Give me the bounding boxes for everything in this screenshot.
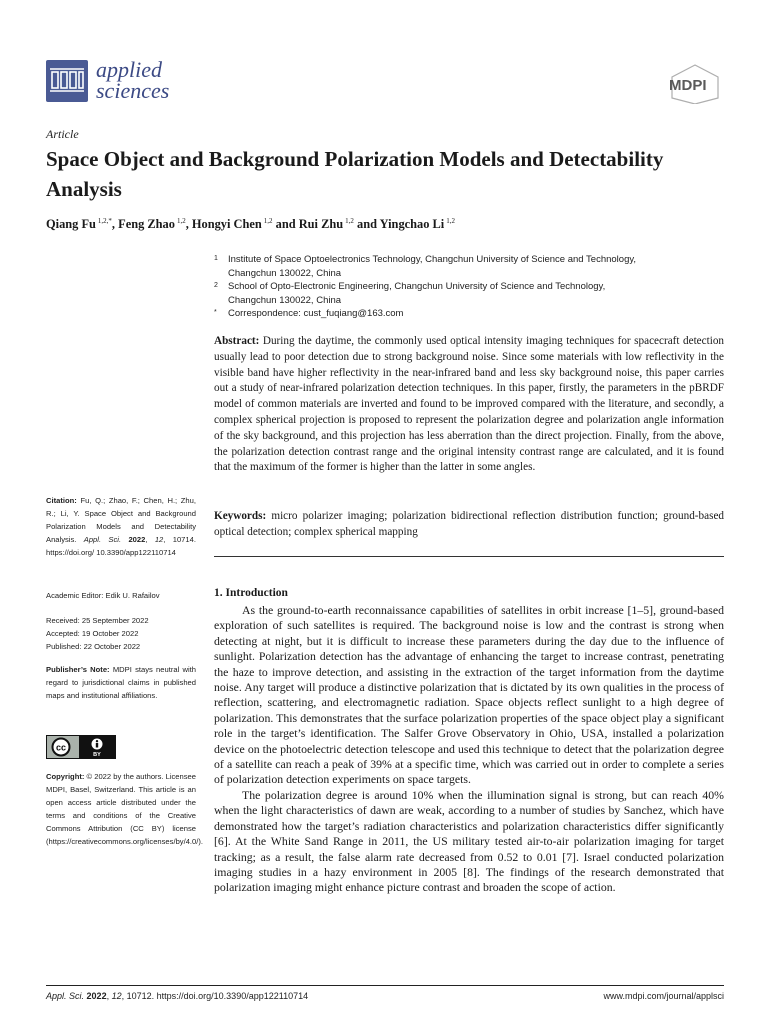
journal-logo-icon: [46, 60, 88, 102]
author-name[interactable]: Feng Zhao: [118, 217, 175, 232]
citation-year: 2022: [128, 535, 146, 544]
footer-journal: Appl. Sci.: [46, 991, 85, 1001]
author-separator: and: [272, 217, 299, 232]
keywords-text: micro polarizer imaging; polarization bidirectional reflection distribution function; ground-based optical detection; complex spherical mapping: [214, 510, 725, 538]
publisher-note: [46, 663, 196, 702]
author-separator: ,: [111, 217, 119, 232]
affiliation-line: Correspondence: cust_fuqiang@163.com: [228, 308, 404, 319]
received-date: Received: 25 September 2022: [46, 616, 149, 625]
cc-icon: cc: [55, 742, 67, 753]
mdpi-logo: [668, 64, 722, 104]
citation-journal: Appl. Sci.: [83, 535, 122, 544]
footer-divider: [46, 985, 724, 986]
citation-doi-link[interactable]: , 10714. https://doi.org/ 10.3390/app122110714: [46, 535, 196, 557]
publisher-name: MDPI: [669, 77, 707, 94]
published-date: Published: 22 October 2022: [46, 642, 141, 651]
author-affiliation-mark: 1,2: [176, 217, 186, 225]
author-name[interactable]: Hongyi Chen: [191, 217, 262, 232]
affiliation-mark: 1: [214, 255, 218, 262]
by-icon: BY: [93, 752, 101, 758]
abstract: [214, 334, 724, 476]
author-name[interactable]: Rui Zhu: [298, 217, 344, 232]
affiliation-item: [214, 307, 724, 321]
footer-journal-url[interactable]: www.mdpi.com/journal/applsci: [603, 991, 724, 1001]
footer-volume: 12: [111, 991, 122, 1001]
journal-header: [46, 58, 724, 110]
affiliation-item: [214, 253, 724, 280]
author-affiliation-mark: 1,2: [345, 217, 354, 225]
keywords: [214, 509, 724, 541]
author-affiliation-mark: 1,2,*: [97, 217, 112, 225]
author-list: [46, 217, 726, 232]
abstract-text: During the daytime, the commonly used optical intensity imaging techniques for spacecraft detection usually lead to poor detection due to strong background noise. Since some materials with low reflectivity in the visible band have higher reflectivity in the near-infrared band and less sky background noise, this paper carries out a study of near-infrared polarization detection techniques. In this paper, firstly, the parameters in the pBRDF model of common materials are inverted and found to be improved compared with the literature, and secondly, a complex spherical projection is proposed to represent the polarization degree and polarization angle information of the sky background, and this projection has less aberration than the direct projection. Finally, from the above, the polarization detection contrast range and the original intensity contrast range are calculated, and it is found that the maximum of the former is higher than the latter in some angles.: [214, 335, 725, 474]
affiliation-line: School of Opto-Electronic Engineering, Changchun University of Science and Technology,: [228, 281, 606, 292]
copyright-text: © 2022 by the authors. Licensee MDPI, Basel, Switzerland. This article is an open access article distributed under the terms and conditions of the Creative Commons Attribution (CC BY) license (https://creativecommons.org/licenses/by/4.0/).: [46, 772, 203, 846]
publisher-note-label: Publisher’s Note:: [46, 665, 110, 674]
article-type: Article: [46, 127, 79, 141]
academic-editor: [46, 589, 196, 602]
keywords-label: Keywords:: [214, 510, 267, 522]
journal-name-line1: applied: [96, 57, 162, 82]
cc-by-license-badge[interactable]: [46, 735, 116, 759]
author-separator: ,: [185, 217, 192, 232]
section-heading: 1. Introduction: [214, 587, 288, 599]
affiliation-line: Institute of Space Optoelectronics Technology, Changchun University of Science and Technology,: [228, 254, 637, 265]
author-name[interactable]: Yingchao Li: [379, 217, 445, 232]
affiliation-item: [214, 280, 724, 307]
citation-label: Citation:: [46, 496, 77, 505]
author-name[interactable]: Qiang Fu: [46, 217, 96, 232]
publisher-note-text: MDPI stays neutral with regard to jurisdictional claims in published maps and institutional affiliations.: [46, 665, 196, 700]
author-affiliation-mark: 1,2: [446, 217, 455, 225]
editor-name: Edik U. Rafailov: [105, 591, 160, 600]
author-affiliation-mark: 1,2: [263, 217, 273, 225]
footer-doi-link[interactable]: , 10712. https://doi.org/10.3390/app122110714: [121, 991, 309, 1001]
abstract-label: Abstract:: [214, 335, 260, 347]
copyright-block: [46, 770, 203, 848]
journal-name-line2: sciences: [96, 78, 170, 103]
affiliation-mark: *: [214, 309, 217, 316]
citation-text: Fu, Q.; Zhao, F.; Chen, H.; Zhu, R.; Li, Y. Space Object and Background Polarization Models and Detectability Analysis.: [46, 496, 196, 544]
paragraph: As the ground-to-earth reconnaissance capabilities of satellites in orbit increase [1–5], ground-based exploration of such satellites is required. The background noise is low and the contrast is strong when detecting at night, but it is difficult to increase these parameters during the day due to the influence of sunlight. Polarization detection has the advantage of enhancing the target to increase contrast, penetrating the haze to improve detection, and assisting in the extraction of the target information from the daytime noise. Any target will produce a distinctive polarization that is dictated by its own qualities in the process of reflection, scattering, and electromagnetic radiation. Space objects reflect sunlight to a high degree of polarization. This demonstrates that the surface polarization properties of the space object play a significant role in the target’s identification. The Salfer Grove Observatory in Ohio, USA, installed a polarization device on the photoelectric detection telescope and used this technique to detect that the polarization degree of a satellite can reach a peak of 39% at a specific time, which was carried out in order to complete a series of polarization detection experiments on space targets.: [214, 603, 724, 787]
journal-name: [96, 59, 169, 101]
section-divider: [214, 556, 724, 557]
affiliation-line: Changchun 130022, China: [228, 267, 342, 279]
citation-block: Citation: Fu, Q.; Zhao, F.; Chen, H.; Zhu, R.; Li, Y. Space Object and Background Polarization Models and Detectability Analysis. Appl. Sci. 2022, 12, 10714. https://doi.org/ 10.3390/app122110714: [46, 496, 196, 557]
dates-block: [46, 614, 196, 653]
footer-year: 2022: [86, 991, 107, 1001]
citation-volume: 12: [154, 535, 164, 544]
copyright-label: Copyright:: [46, 772, 85, 781]
footer-citation: Appl. Sci. 2022, 12, 10712. https://doi.org/10.3390/app122110714: [46, 991, 309, 1001]
affiliations: [214, 253, 724, 321]
article-title: Space Object and Background Polarization Models and Detectability Analysis: [46, 147, 664, 201]
editor-label: Academic Editor:: [46, 591, 104, 600]
affiliation-mark: 2: [214, 282, 218, 289]
paragraph: The polarization degree is around 10% when the illumination signal is strong, but can reach 40% when the light characteristics of dawn are weak, according to a number of studies by Sanchez, which have demonstrated how the target’s radiation characteristics and polarization characteristics differ significantly [6]. At the White Sand Range in 2011, the US military tested air-to-air polarization imaging for target tracking; as a result, the false alarm rate decreased from 0.52 to 0.01 [7]. Israel conducted polarization imaging studies in a hazy environment in 2005 [8]. The findings of the research demonstrated that polarization imaging might enhance picture contrast and broaden the scope of action.: [214, 787, 724, 895]
author-separator: and: [353, 217, 380, 232]
accepted-date: Accepted: 19 October 2022: [46, 629, 139, 638]
introduction-body: [214, 603, 724, 896]
affiliation-line: Changchun 130022, China: [228, 294, 342, 306]
